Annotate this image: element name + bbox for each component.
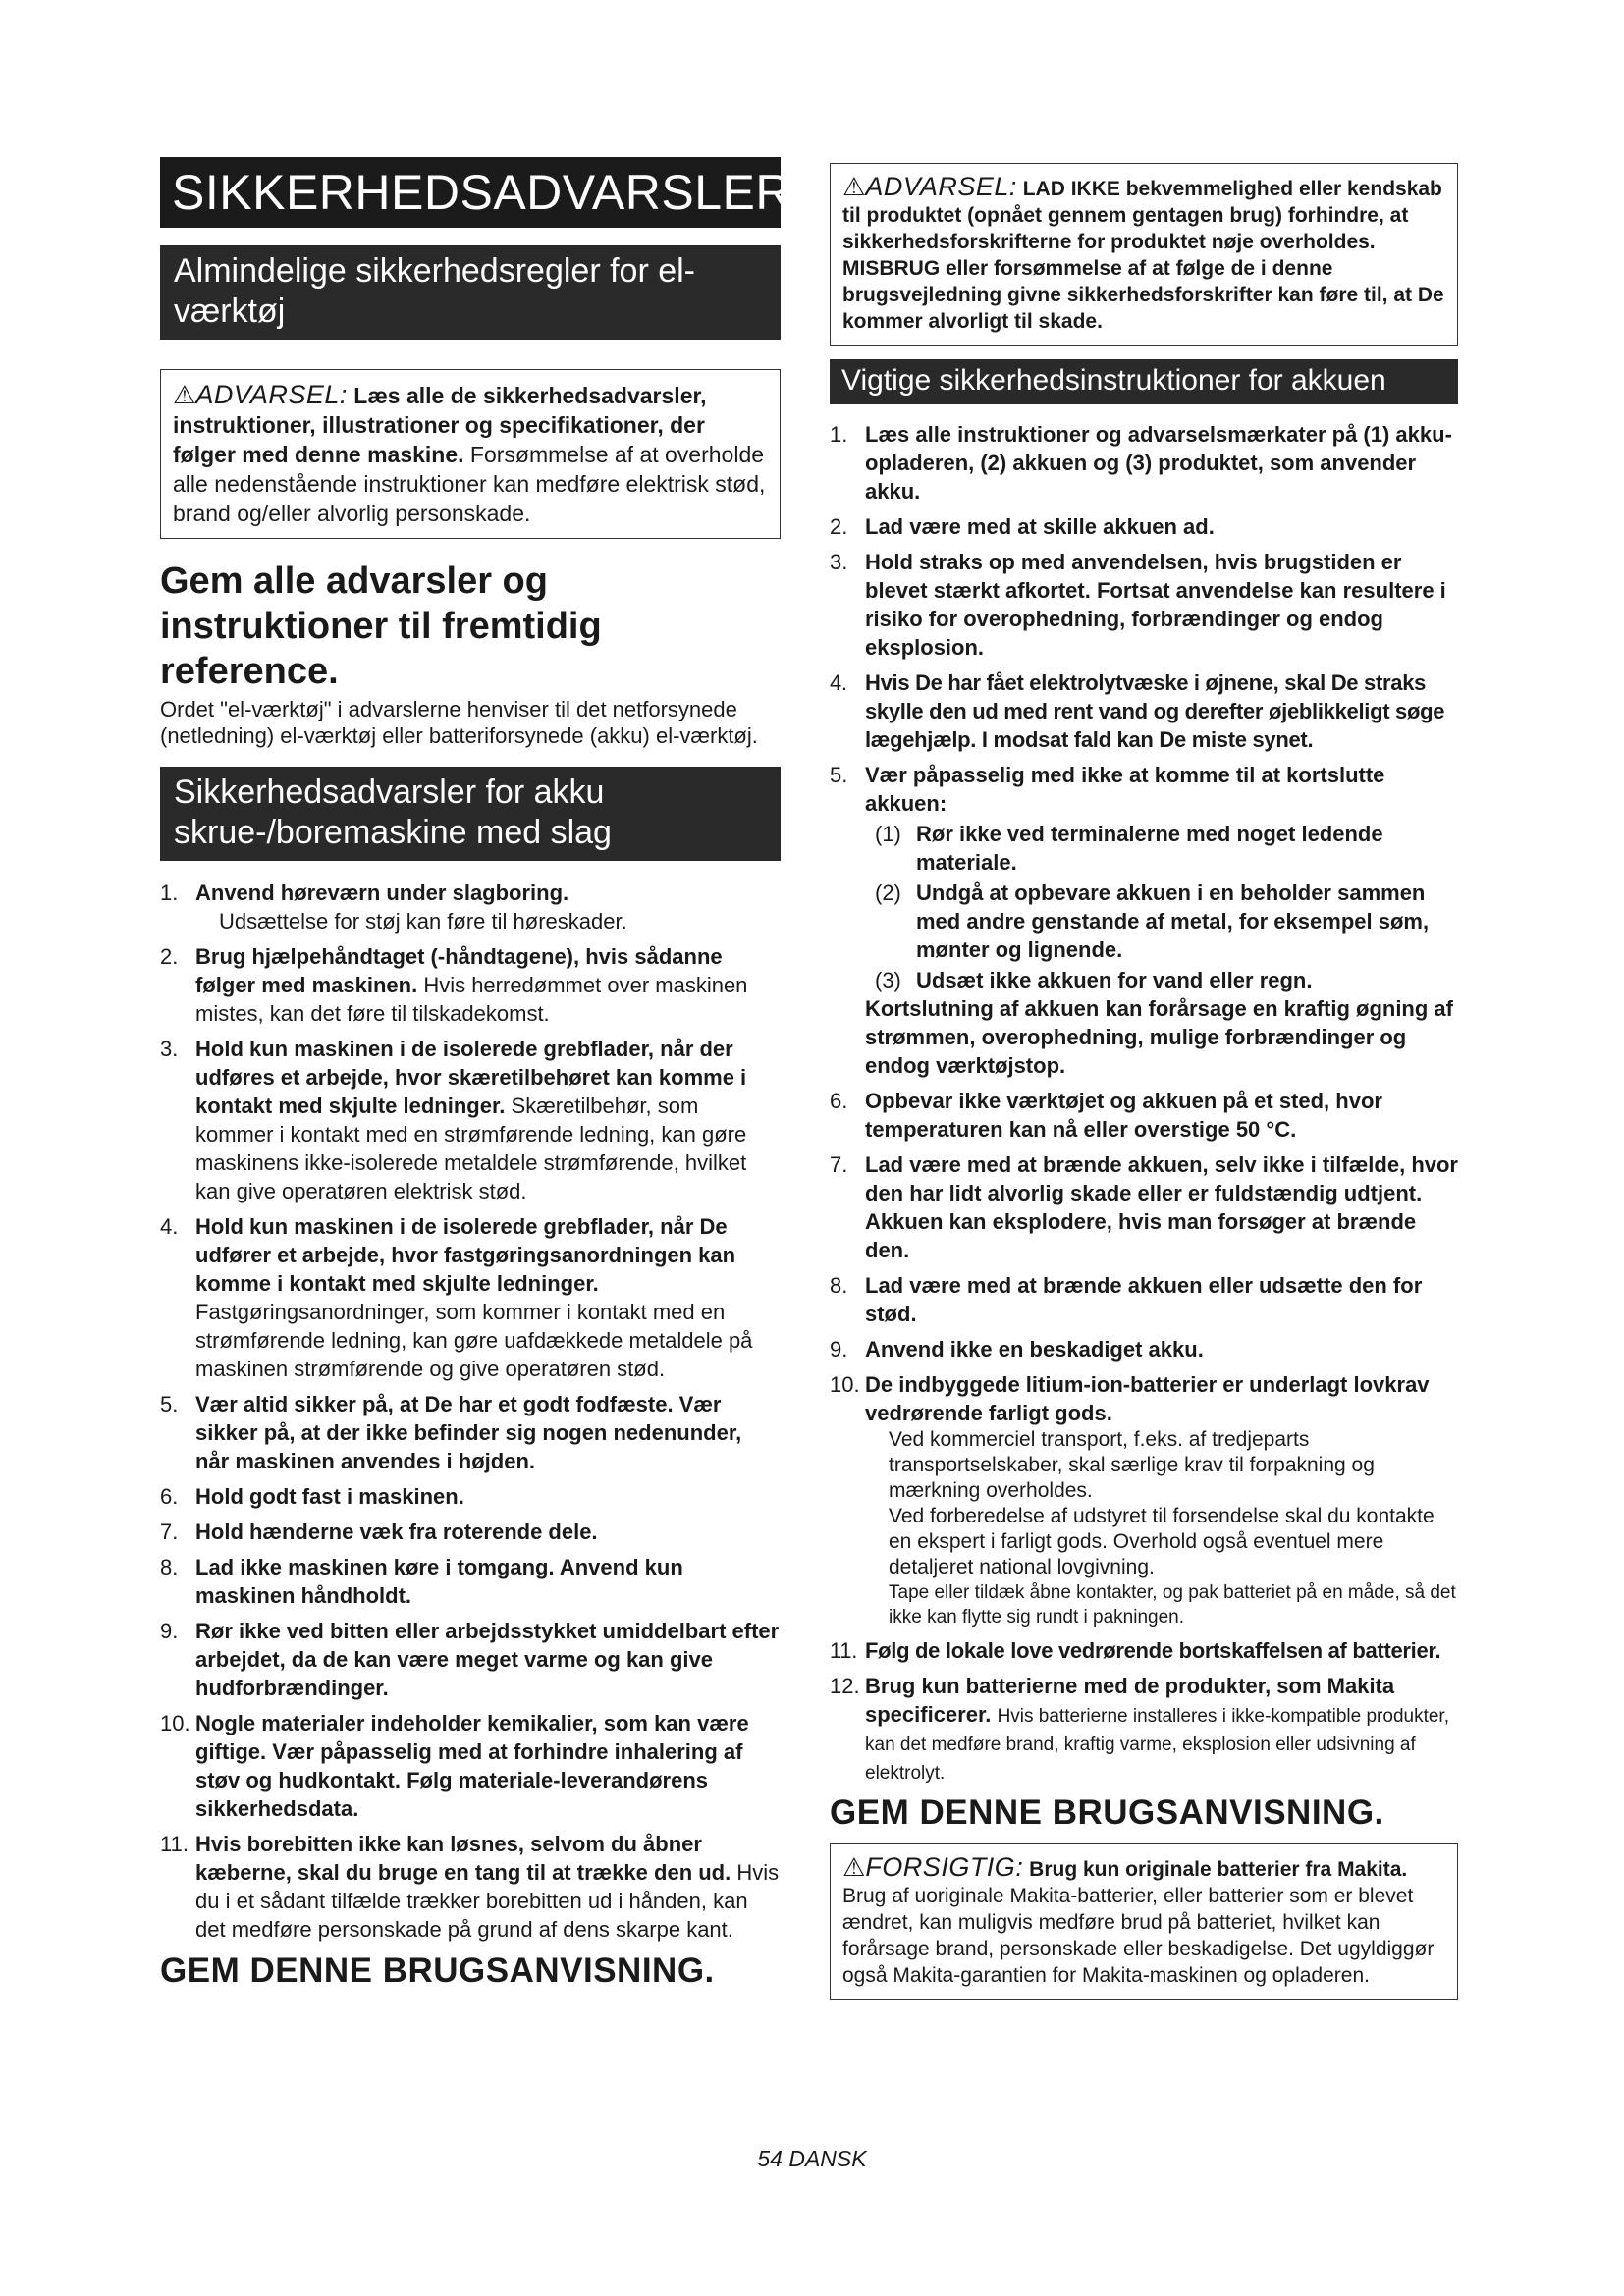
warning-triangle-icon: ⚠ — [842, 1852, 866, 1882]
list-item: 11. Hvis borebitten ikke kan løsnes, selvom du åbner kæberne, skal du bruge en tang til at trække den ud. Hvis du i et sådant tilfælde trækker borebitten ud i hånden, kan det medføre personskade på grund af dens skarpe kant. — [160, 1832, 780, 1942]
language-label: DANSK — [788, 2146, 867, 2171]
list-item: 9. Anvend ikke en beskadiget akku. — [830, 1337, 1204, 1362]
warning-box-general — [160, 369, 781, 539]
list-item: 12. Brug kun batterierne med de produkter, som Makita specificerer. Hvis batterierne installeres i ikke-kompatible produkter, kan det medføre brand, kraftig varme, eksplosion eller udsivning af elektrolyt. — [830, 1674, 1449, 1784]
list-item: 4. Hvis De har fået elektrolytvæske i øjnene, skal De straks skylle den ud med rent vand og derefter øjeblikkeligt søge lægehjælp. I modsat fald kan De miste synet. — [830, 670, 1445, 752]
save-manual-heading-right: GEM DENNE BRUGSANVISNING. — [830, 1793, 1384, 1832]
caution-bold-text: Brug kun originale batterier fra Makita. — [1029, 1858, 1408, 1881]
warning-triangle-icon: ⚠ — [842, 172, 866, 201]
list-item: 9. Rør ikke ved bitten eller arbejdsstykket umiddelbart efter arbejdet, da de kan være meget varme og kan give hudforbrændinger. — [160, 1619, 780, 1700]
warning-normal-text: Forsømmelse af at overholde alle nedenstående instruktioner kan medføre elektrisk stød, brand og/eller alvorlig personskade. — [173, 442, 766, 526]
warning-triangle-icon: ⚠ — [173, 380, 196, 409]
impact-drill-list — [160, 879, 781, 1944]
list-item: 5. Vær altid sikker på, at De har et godt fodfæste. Vær sikker på, at der ikke befinder sig nogen nedenunder, når maskinen anvendes i højden. — [160, 1392, 742, 1473]
section-title-battery: Vigtige sikkerhedsinstruktioner for akkuen — [830, 359, 1458, 404]
left-column — [160, 157, 791, 1992]
caution-normal-text: Brug af uoriginale Makita-batterier, eller batterier som er blevet ændret, kan muligvis medføre brud på batteriet, hvilket kan forårsage brand, personskade eller beskadigelse. Det ugyldiggør også Makita-garantien for Makita-maskinen og opladeren. — [842, 1885, 1435, 1987]
warning-text: LAD IKKE bekvemmelighed eller kendskab til produktet (opnået gennem gentagen brug) forhindre, at sikkerhedsforskrifterne for produktet nøje overholdes. MISBRUG eller forsømmelse af at følge de i denne brugsvejledning givne sikkerhedsforskrifter kan føre til, at De kommer alvorligt til skade. — [842, 178, 1444, 333]
list-item: 6. Opbevar ikke værktøjet og akkuen på et sted, hvor temperaturen kan nå eller overstige 50 °C. — [830, 1089, 1382, 1142]
list-item: 8. Lad være med at brænde akkuen eller udsætte den for stød. — [830, 1273, 1423, 1326]
list-item: 1. Anvend høreværn under slagboring. Udsættelse for støj kan føre til høreskader. — [160, 881, 627, 934]
save-heading: Gem alle advarsler og instruktioner til fremtidig reference. — [160, 561, 602, 692]
warning-label: ADVARSEL: — [865, 172, 1017, 201]
list-item: 10. Nogle materialer indeholder kemikalier, som kan være giftige. Vær påpasselig med at forhindre inhalering af støv og hudkontakt. Følg materiale-leverandørens sikkerhedsdata. — [160, 1711, 749, 1821]
battery-list — [830, 420, 1458, 1786]
list-item: 5. Vær påpasselig med ikke at komme til at kortslutte akkuen: (1) Rør ikke ved terminalerne med noget ledende materiale. (2) Undgå at opbevare akkuen i en beholder sammen med andre genstande af metal, for eksempel søm, mønter og lignende. (3) Udsæt ikke akkuen for vand eller regn. Kortslutning af akkuen kan forårsage en kraftig øgning af strømmen, overophedning, mulige forbrændinger og endog værktøjstop. — [830, 761, 1458, 1080]
list-item: 7. Lad være med at brænde akkuen, selv ikke i tilfælde, hvor den har lidt alvorlig skade eller er fuldstændig udtjent. Akkuen kan eksplodere, hvis man forsøger at brænde den. — [830, 1152, 1458, 1262]
page-title: SIKKERHEDSADVARSLER — [160, 157, 781, 228]
list-item: 4. Hold kun maskinen i de isolerede grebflader, når De udfører et arbejde, hvor fastgøringsanordningen kan komme i kontakt med skjulte ledninger. Fastgøringsanordninger, som kommer i kontakt med en strømførende ledning, kan gøre uafdækkede metaldele på maskinen strømførende og give operatøren stød. — [160, 1214, 753, 1381]
section-title-general: Almindelige sikkerhedsregler for el-værktøj — [160, 245, 781, 340]
section-title-impact-drill: Sikkerhedsadvarsler for akku skrue-/boremaskine med slag — [160, 767, 781, 861]
list-item: 11. Følg de lokale love vedrørende bortskaffelsen af batterier. — [830, 1638, 1441, 1663]
short-circuit-note: Kortslutning af akkuen kan forårsage en kraftig øgning af strømmen, overophedning, mulige forbrændinger og endog værktøjstop. — [865, 996, 1453, 1078]
list-item: 10. De indbyggede litium-ion-batterier er underlagt lovkrav vedrørende farligt gods. Ved kommerciel transport, f.eks. af tredjeparts transportselskaber, skal særlige krav til forpakning og mærkning overholdes. Ved forberedelse af udstyret til forsendelse skal du kontakte en ekspert i farligt gods. Overhold også eventuel mere detaljeret national lovgivning. Tape eller tildæk åbne kontakter, og pak batteriet på en måde, så det ikke kan flytte sig rundt i pakningen. — [830, 1372, 1456, 1628]
warning-label: ADVARSEL: — [195, 380, 348, 409]
warning-box-misuse — [830, 163, 1458, 346]
caution-label: FORSIGTIG: — [865, 1852, 1024, 1882]
list-item: 8. Lad ikke maskinen køre i tomgang. Anvend kun maskinen håndholdt. — [160, 1555, 683, 1608]
intro-text: Ordet "el-værktøj" i advarslerne henviser til det netforsynede (netledning) el-værktøj eller batteriforsynede (akku) el-værktøj. — [160, 697, 758, 748]
list-item: 2. Lad være med at skille akkuen ad. — [830, 514, 1215, 539]
sub-item: (2) Undgå at opbevare akkuen i en beholder sammen med andre genstande af metal, for eksempel søm, mønter og lignende. — [875, 881, 1430, 962]
sub-item: (1) Rør ikke ved terminalerne med noget ledende materiale. — [875, 822, 1383, 875]
right-column — [830, 163, 1458, 2000]
page-footer — [0, 2146, 1624, 2172]
list-item: 2. Brug hjælpehåndtaget (-håndtagene), hvis sådanne følger med maskinen. Hvis herredømmet over maskinen mistes, kan det føre til tilskadekomst. — [160, 944, 748, 1026]
warning-bold-text: Læs alle de sikkerhedsadvarsler, instruktioner, illustrationer og specifikationer, der følger med denne maskine. — [173, 383, 707, 467]
list-item: 3. Hold straks op med anvendelsen, hvis brugstiden er blevet stærkt afkortet. Fortsat anvendelse kan resultere i risiko for overophedning, forbrændinger og endog eksplosion. — [830, 550, 1446, 660]
list-item: 3. Hold kun maskinen i de isolerede grebflader, når der udføres et arbejde, hvor skæretilbehøret kan komme i kontakt med skjulte ledninger. Skæretilbehør, som kommer i kontakt med en strømførende ledning, kan gøre maskinens ikke-isolerede metaldele strømførende, hvilket kan give operatøren elektrisk stød. — [160, 1037, 747, 1203]
save-manual-heading-left: GEM DENNE BRUGSANVISNING. — [160, 1951, 715, 1990]
list-item: 6. Hold godt fast i maskinen. — [160, 1484, 464, 1509]
list-item: 1. Læs alle instruktioner og advarselsmærkater på (1) akku-opladeren, (2) akkuen og (3) produktet, som anvender akku. — [830, 422, 1452, 504]
list-item: 7. Hold hænderne væk fra roterende dele. — [160, 1520, 598, 1544]
caution-box — [830, 1843, 1458, 2000]
page-number: 54 — [757, 2146, 783, 2171]
sub-item: (3) Udsæt ikke akkuen for vand eller regn. — [875, 968, 1313, 992]
